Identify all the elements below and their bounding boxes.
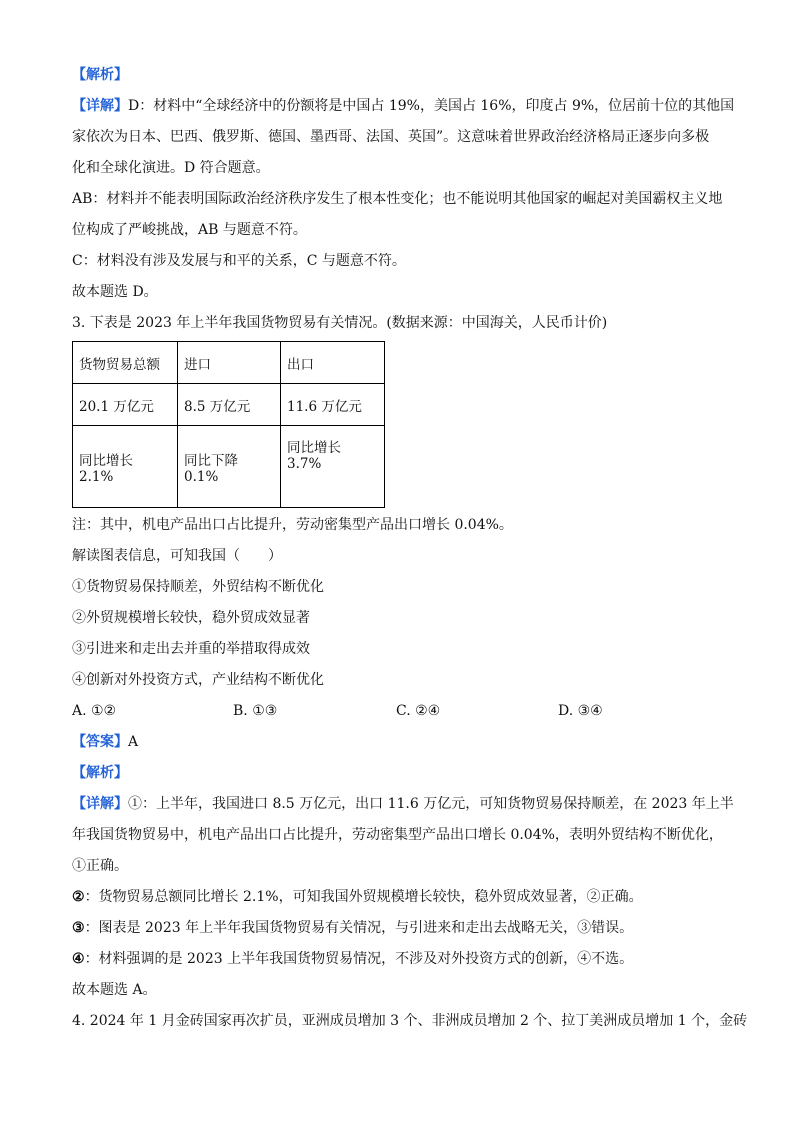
table-cell: 11.6 万亿元 — [281, 384, 385, 426]
q2-detail-line-3: 化和全球化演进。D 符合题意。 — [72, 160, 270, 176]
q2-detail-line-2: 家依次为日本、巴西、俄罗斯、德国、墨西哥、法国、英国”。这意味着世界政治经济格局正逐步向多极 — [72, 129, 710, 145]
trade-table-wrap — [72, 341, 732, 508]
q3-detail-4: ④：材料强调的是 2023 上半年我国货物贸易情况，不涉及对外投资方式的创新，④不选。 — [72, 951, 634, 967]
document-page — [72, 60, 748, 1037]
table-cell: 同比下降 0.1% — [178, 426, 281, 508]
q3-analysis-tag: 【解析】 — [72, 765, 128, 781]
table-cell: 8.5 万亿元 — [178, 384, 281, 426]
table-row — [73, 342, 385, 384]
q3-detail-line-2: 年我国货物贸易中，机电产品出口占比提升，劳动密集型产品出口增长 0.04%，表明外贸结构不断优化， — [72, 827, 723, 843]
q3-answer-tag: 【答案】 — [72, 734, 128, 750]
q2-detail-tag: 【详解】 — [72, 98, 128, 114]
q3-options — [72, 696, 732, 727]
q3-note: 注：其中，机电产品出口占比提升，劳动密集型产品出口增长 0.04%。 — [72, 517, 513, 533]
table-row — [73, 384, 385, 426]
q3-detail-3: ③：图表是 2023 年上半年我国货物贸易有关情况，与引进来和走出去战略无关，③错误。 — [72, 920, 634, 936]
table-cell: 同比增长 2.1% — [73, 426, 178, 508]
q2-ab-line-2: 位构成了严峻挑战，AB 与题意不符。 — [72, 222, 307, 238]
q2-c-line: C：材料没有涉及发展与和平的关系，C 与题意不符。 — [72, 253, 406, 269]
q3-detail-line-1: 【详解】①：上半年，我国进口 8.5 万亿元，出口 11.6 万亿元，可知货物贸易保持顺差，在 2023 年上半 — [72, 796, 734, 812]
q2-analysis-tag: 【解析】 — [72, 67, 128, 83]
table-cell: 20.1 万亿元 — [73, 384, 178, 426]
q3-statement-1: ①货物贸易保持顺差，外贸结构不断优化 — [72, 579, 324, 595]
q3-statement-4: ④创新对外投资方式，产业结构不断优化 — [72, 672, 324, 688]
q3-detail-line-3: ①正确。 — [72, 858, 128, 874]
q2-conclusion: 故本题选 D。 — [72, 284, 158, 300]
table-header-cell: 出口 — [281, 342, 385, 384]
q3-detail-tag: 【详解】 — [72, 796, 128, 812]
table-header-cell: 货物贸易总额 — [73, 342, 178, 384]
option-d: D. ③④ — [558, 703, 603, 719]
option-a: A. ①② — [72, 703, 117, 719]
q2-ab-line-1: AB：材料并不能表明国际政治经济秩序发生了根本性变化；也不能说明其他国家的崛起对美国霸权主义地 — [72, 191, 723, 207]
q3-conclusion: 故本题选 A。 — [72, 982, 157, 998]
option-c: C. ②④ — [396, 703, 441, 719]
q3-stem: 3. 下表是 2023 年上半年我国货物贸易有关情况。(数据来源：中国海关，人民币计价) — [72, 315, 608, 331]
q3-answer: 【答案】A — [72, 734, 139, 750]
q3-question: 解读图表信息，可知我国（ ） — [72, 548, 282, 564]
table-row — [73, 426, 385, 508]
q3-statement-3: ③引进来和走出去并重的举措取得成效 — [72, 641, 310, 657]
table-header-cell: 进口 — [178, 342, 281, 384]
trade-table — [72, 341, 385, 508]
q2-detail-line-1: 【详解】D：材料中“全球经济中的份额将是中国占 19%，美国占 16%，印度占 9%，位居前十位的其他国 — [72, 98, 735, 114]
q3-statement-2: ②外贸规模增长较快，稳外贸成效显著 — [72, 610, 310, 626]
q4-stem: 4. 2024 年 1 月金砖国家再次扩员，亚洲成员增加 3 个、非洲成员增加 2 个、拉丁美洲成员增加 1 个，金砖 — [72, 1013, 748, 1029]
q3-detail-2: ②：货物贸易总额同比增长 2.1%，可知我国外贸规模增长较快，稳外贸成效显著，②正确。 — [72, 889, 643, 905]
option-b: B. ①③ — [233, 703, 278, 719]
table-cell: 同比增长 3.7% — [281, 426, 385, 508]
